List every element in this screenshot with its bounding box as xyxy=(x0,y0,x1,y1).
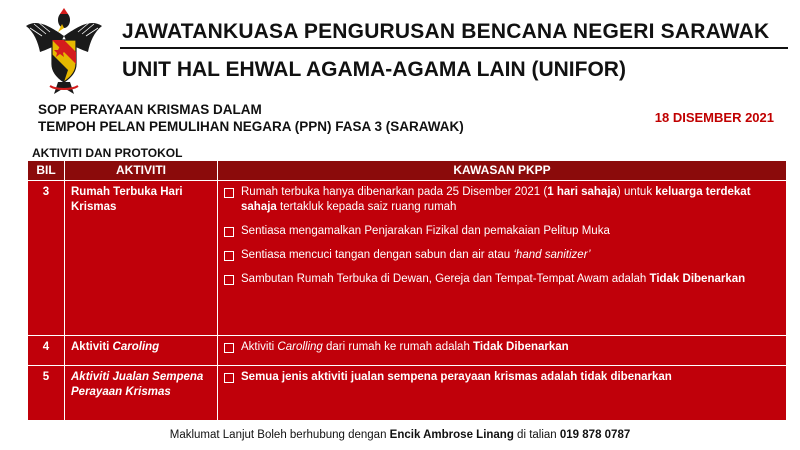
header-kawasan: KAWASAN PKPP xyxy=(218,161,787,181)
list-item: Semua jenis aktiviti jualan sempena perayaan krismas adalah tidak dibenarkan xyxy=(224,370,780,385)
contact-name: Encik Ambrose Linang xyxy=(389,429,514,441)
header-bil: BIL xyxy=(28,161,65,181)
row-number: 4 xyxy=(28,336,65,366)
checkbox-bullet-icon xyxy=(224,227,234,237)
activity-name: Rumah Terbuka Hari Krismas xyxy=(65,181,218,336)
table-header-row xyxy=(28,161,787,181)
rules-cell xyxy=(218,366,787,421)
activity-name: Aktiviti Jualan Sempena Perayaan Krismas xyxy=(65,366,218,421)
contact-phone: 019 878 0787 xyxy=(559,429,631,441)
list-item: Sentiasa mengamalkan Penjarakan Fizikal dan pemakaian Pelitup Muka xyxy=(224,224,780,239)
table-row xyxy=(28,336,787,366)
list-item: Sambutan Rumah Terbuka di Dewan, Gereja dan Tempat-Tempat Awam adalah Tidak Dibenarkan xyxy=(224,272,780,287)
checkbox-bullet-icon xyxy=(224,373,234,383)
rules-cell xyxy=(218,336,787,366)
rules-cell xyxy=(218,181,787,336)
row-number: 3 xyxy=(28,181,65,336)
sarawak-coat-of-arms-icon xyxy=(24,6,104,98)
activity-name: Aktiviti Caroling xyxy=(65,336,218,366)
contact-footer: Maklumat Lanjut Boleh berhubung dengan Encik Ambrose Linang di talian 019 878 0787 xyxy=(169,429,631,441)
document-date: 18 DISEMBER 2021 xyxy=(654,110,774,125)
header-aktiviti: AKTIVITI xyxy=(65,161,218,181)
checkbox-bullet-icon xyxy=(224,188,234,198)
list-item: Sentiasa mencuci tangan dengan sabun dan air atau ‘hand sanitizer’ xyxy=(224,248,780,263)
sop-table xyxy=(27,160,787,421)
table-row xyxy=(28,366,787,421)
row-number: 5 xyxy=(28,366,65,421)
list-item: Rumah terbuka hanya dibenarkan pada 25 Disember 2021 (1 hari sahaja) untuk keluarga terdekat sahaja tertakluk kepada saiz ruang rumah xyxy=(224,185,780,215)
checkbox-bullet-icon xyxy=(224,343,234,353)
checkbox-bullet-icon xyxy=(224,251,234,261)
table-row xyxy=(28,181,787,336)
sop-heading xyxy=(38,101,464,135)
committee-title: JAWATANKUASA PENGURUSAN BENCANA NEGERI SARAWAK xyxy=(122,20,770,43)
list-item: Aktiviti Carolling dari rumah ke rumah adalah Tidak Dibenarkan xyxy=(224,340,780,355)
section-label: AKTIVITI DAN PROTOKOL xyxy=(32,146,183,160)
sop-line-2: TEMPOH PELAN PEMULIHAN NEGARA (PPN) FASA 3 (SARAWAK) xyxy=(38,119,464,134)
unit-title: UNIT HAL EHWAL AGAMA-AGAMA LAIN (UNIFOR) xyxy=(122,58,626,81)
checkbox-bullet-icon xyxy=(224,275,234,285)
title-divider xyxy=(120,47,788,49)
sop-line-1: SOP PERAYAAN KRISMAS DALAM xyxy=(38,102,262,117)
